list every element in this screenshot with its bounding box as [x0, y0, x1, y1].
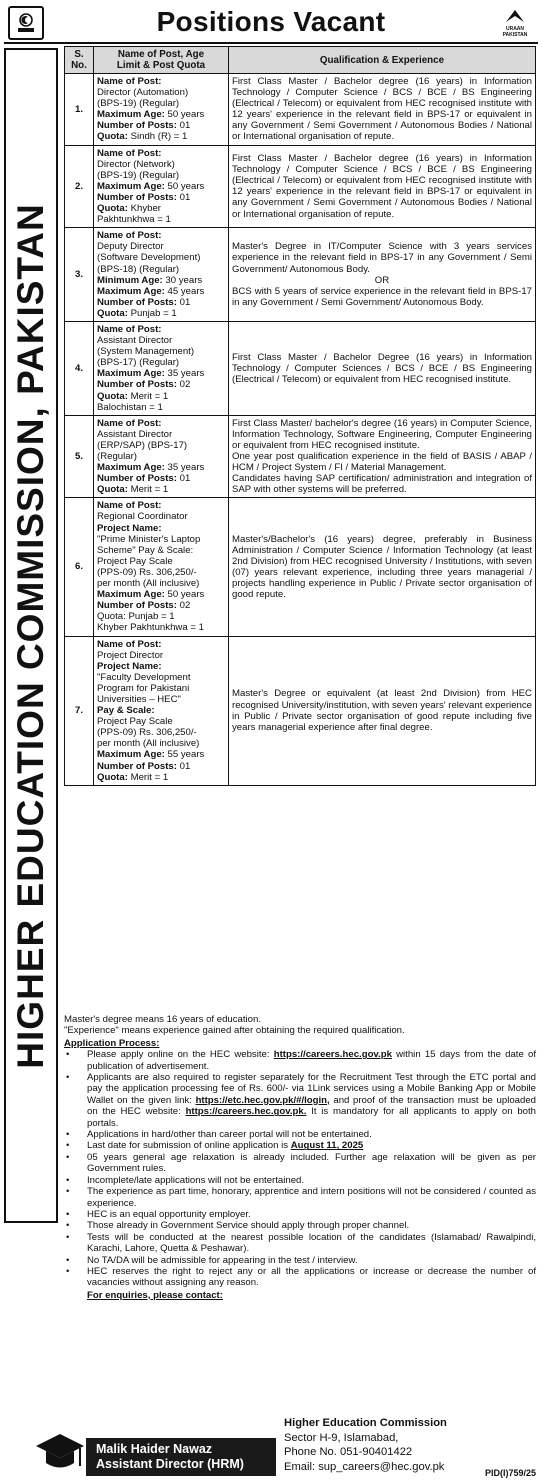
- post-detail-line: [97, 523, 225, 534]
- table-body: [65, 74, 536, 786]
- post-detail-line: [97, 639, 225, 650]
- post-detail-value: 01: [179, 120, 191, 132]
- post-detail-label: Pay & Scale:: [97, 705, 155, 717]
- post-detail-label: Pakhtunkhwa = 1: [97, 214, 171, 226]
- post-detail-label: Number of Posts:: [97, 191, 180, 203]
- post-detail-label: Number of Posts:: [97, 120, 180, 132]
- post-detail-line: [97, 170, 225, 181]
- post-detail-line: [97, 203, 225, 214]
- qualification-paragraph: First Class Master / Bachelor degree (16 years) in Information Technology / Computer Science / BCS / BCE / BS Engineering (Electrical / Telecom) or equivalent from HEC recognised institute with 12 years' experience in the relevant field in BPS-17 or equivalent in any Government / Semi Government / Autonomous Bodies / National or International organisation of repute.: [232, 153, 532, 220]
- application-process-heading: Application Process:: [64, 1037, 160, 1049]
- contact-name: Malik Haider Nawaz: [96, 1442, 213, 1456]
- post-detail-label: Quota:: [97, 307, 131, 319]
- post-detail-line: [97, 181, 225, 192]
- pid-number: PID(I)759/25: [484, 1468, 536, 1478]
- process-item-text: Incomplete/late applications will not be entertained.: [87, 1174, 305, 1186]
- notes-section: [64, 1014, 536, 1301]
- post-detail-line: [97, 297, 225, 308]
- post-detail-line: [97, 545, 225, 556]
- post-detail-line: [97, 672, 225, 683]
- post-detail-line: [97, 761, 225, 772]
- post-detail-label: Regional Coordinator: [97, 511, 188, 523]
- table-row: [65, 228, 536, 322]
- post-details: [94, 74, 229, 146]
- process-item-link[interactable]: https://careers.hec.gov.pk: [273, 1049, 392, 1061]
- post-detail-label: per month (All inclusive): [97, 738, 200, 750]
- qualification-paragraph: Candidates having SAP certification/ administration and integration of SAP with other systems will be preferred.: [232, 473, 532, 496]
- post-detail-label: (Regular): [97, 451, 137, 462]
- post-detail-label: Name of Post:: [97, 638, 162, 650]
- qualification-paragraph: First Class Master / Bachelor degree (16 years) in Information Technology / Computer Science / BCS / BCE / BS Engineering (Electrical / Telecom) or equivalent from HEC recognised institute with 12 years' experience in the relevant field in BPS-17 or equivalent in any Government / Semi Government / Autonomous Bodies / National or International organisation of repute.: [232, 76, 532, 143]
- post-detail-value: 35 years: [167, 368, 205, 380]
- post-detail-line: [97, 335, 225, 346]
- post-detail-line: [97, 192, 225, 203]
- post-detail-line: [97, 500, 225, 511]
- organisation-name-vertical: HIGHER EDUCATION COMMISSION, PAKISTAN: [10, 202, 51, 1069]
- qualification-paragraph: Master's/Bachelor's (16 years) degree, preferably in Business Administration / Computer Science / Information Technology (at least 2nd Division) from HEC recognised University / Institutions, with seven (07) years relevant experience, including three years managerial / projects handling experience in Public / Private sector organisation of good repute.: [232, 533, 532, 601]
- post-detail-label: (PPS-09) Rs. 306,250/-: [97, 566, 197, 578]
- post-detail-label: Name of Post:: [97, 417, 162, 429]
- process-item: [64, 1186, 536, 1209]
- sidebar-banner: [4, 48, 58, 1223]
- row-number: 3.: [65, 228, 94, 322]
- qualification-paragraph: First Class Master / Bachelor Degree (16 years) in Information Technology / Computer Sciences / BCS / BCE / BS Engineering (Electrical / Telecom) or equivalent from HEC recognised institute.: [232, 351, 532, 385]
- application-process-list: [64, 1049, 536, 1289]
- process-item-text: within 15 days from the date of publication of advertisement.: [87, 1049, 536, 1072]
- post-detail-line: [97, 611, 225, 622]
- process-item: [64, 1220, 536, 1231]
- post-detail-value: Punjab = 1: [130, 307, 177, 319]
- header: [4, 4, 538, 44]
- post-detail-line: [97, 772, 225, 783]
- post-detail-line: [97, 241, 225, 252]
- post-detail-label: Khyber Pakhtunkhwa = 1: [97, 622, 204, 634]
- post-detail-label: Quota:: [97, 771, 131, 783]
- post-detail-value: Merit = 1: [130, 484, 169, 496]
- row-number: 5.: [65, 415, 94, 498]
- process-item-text: HEC is an equal opportunity employer.: [87, 1208, 251, 1220]
- post-detail-line: [97, 716, 225, 727]
- post-detail-line: [97, 286, 225, 297]
- contact-address: [284, 1416, 447, 1474]
- table-row: [65, 498, 536, 636]
- process-item-link[interactable]: https://etc.hec.gov.pk/#/login,: [195, 1094, 330, 1106]
- page-title: Positions Vacant: [156, 6, 386, 37]
- post-detail-value: 50 years: [167, 109, 205, 121]
- post-details: [94, 415, 229, 498]
- post-details: [94, 228, 229, 322]
- qualification-experience: [229, 74, 536, 146]
- post-detail-value: 02: [179, 600, 191, 612]
- post-detail-value: Merit = 1: [130, 771, 169, 783]
- address-line: Sector H-9, Islamabad,: [284, 1431, 399, 1444]
- post-detail-label: Maximum Age:: [97, 368, 168, 380]
- post-detail-line: [97, 418, 225, 429]
- post-detail-line: [97, 98, 225, 109]
- post-detail-value: 55 years: [167, 749, 205, 761]
- process-item-text: Tests will be conducted at the nearest possible location of the candidates (Islamabad/ Rawalpindi, Karachi, Lahore, Quetta & Peshawar).: [87, 1231, 536, 1255]
- table-row: [65, 636, 536, 785]
- process-item-text: Those already in Government Service should apply through proper channel.: [87, 1220, 410, 1232]
- post-detail-label: Balochistan = 1: [97, 401, 163, 413]
- row-number: 1.: [65, 74, 94, 146]
- post-detail-line: [97, 749, 225, 760]
- post-detail-label: Project Name:: [97, 660, 162, 672]
- table-row: [65, 145, 536, 228]
- post-detail-line: [97, 429, 225, 440]
- post-detail-line: [97, 264, 225, 275]
- post-detail-line: [97, 534, 225, 545]
- post-detail-label: (ERP/SAP) (BPS-17): [97, 439, 188, 451]
- post-detail-line: [97, 402, 225, 413]
- post-detail-label: Name of Post:: [97, 230, 162, 242]
- post-detail-label: Director (Automation): [97, 87, 189, 99]
- post-detail-label: Maximum Age:: [97, 589, 168, 601]
- post-detail-label: Quota:: [97, 484, 131, 496]
- post-detail-label: (BPS-18) (Regular): [97, 263, 180, 275]
- post-detail-label: Number of Posts:: [97, 600, 180, 612]
- post-detail-label: "Prime Minister's Laptop: [97, 533, 201, 545]
- post-detail-line: [97, 76, 225, 87]
- qualification-paragraph: Master's Degree or equivalent (at least 2nd Division) from HEC recognised University/institution, with seven years' relevant experience in Public / Private sector organisation of good repute including five years managerial experience after final degree.: [232, 688, 532, 733]
- process-item-text: The experience as part time, honorary, apprentice and intern positions will not be considered / counted as experience.: [87, 1186, 536, 1209]
- process-item-text: No TA/DA will be admissible for appearing in the test / interview.: [87, 1254, 358, 1266]
- post-detail-label: Quota:: [97, 611, 129, 623]
- post-detail-label: Quota:: [97, 131, 131, 143]
- post-detail-value: 01: [179, 296, 191, 308]
- process-item-text: and proof of the transaction must be uploaded on the HEC website:: [87, 1094, 536, 1118]
- post-detail-line: [97, 473, 225, 484]
- column-header-qualification: Qualification & Experience: [229, 47, 536, 74]
- process-item: [64, 1255, 536, 1266]
- enquiries-heading: For enquiries, please contact:: [87, 1289, 223, 1301]
- post-detail-label: Quota:: [97, 203, 131, 215]
- post-detail-label: (BPS-17) (Regular): [97, 357, 180, 369]
- qualification-paragraph: One year post qualification experience in the field of BASIS / ABAP / HCM / Project System / FI / Material Management.: [232, 451, 532, 474]
- qualification-experience: [229, 498, 536, 636]
- process-item-text: Last date for submission of online application is: [87, 1140, 291, 1152]
- post-detail-line: [97, 109, 225, 120]
- post-detail-line: [97, 308, 225, 319]
- uraan-pakistan-logo: [496, 6, 534, 40]
- post-detail-label: Project Name:: [97, 522, 162, 534]
- address-email[interactable]: Email: sup_careers@hec.gov.pk: [284, 1460, 445, 1473]
- post-detail-line: [97, 661, 225, 672]
- post-detail-label: Program for Pakistani: [97, 682, 190, 694]
- post-detail-value: 35 years: [167, 462, 205, 474]
- post-detail-value: 50 years: [167, 589, 205, 601]
- post-detail-value: Khyber: [130, 203, 161, 215]
- process-item-link[interactable]: https://careers.hec.gov.pk.: [185, 1106, 307, 1118]
- post-detail-line: [97, 391, 225, 402]
- post-detail-label: Director (Network): [97, 158, 175, 170]
- contact-person-box: [86, 1438, 276, 1476]
- footer: [4, 1416, 538, 1480]
- column-header-post: [94, 47, 229, 74]
- post-detail-value: Punjab = 1: [128, 611, 175, 623]
- post-detail-label: Name of Post:: [97, 500, 162, 512]
- post-detail-line: [97, 252, 225, 263]
- post-detail-line: [97, 368, 225, 379]
- post-detail-label: Project Director: [97, 649, 164, 661]
- process-item-text: Applicants are also required to register separately for the Recruitment Test through the ETC portal and pay the application processing fee of Rs. 600/- via 1Link services using a Mobile Banking App or Mobile Wallet on the given link:: [87, 1072, 536, 1106]
- table-row: [65, 321, 536, 415]
- post-detail-label: Number of Posts:: [97, 760, 180, 772]
- qualification-experience: [229, 415, 536, 498]
- post-detail-label: Assistant Director: [97, 335, 173, 347]
- post-detail-line: [97, 324, 225, 335]
- post-detail-line: [97, 556, 225, 567]
- process-item-text: HEC reserves the right to reject any or all the applications or increase or decrease the number of vacancies without assigning any reason.: [87, 1265, 536, 1289]
- post-detail-value: 45 years: [167, 285, 205, 297]
- process-item-text: 05 years general age relaxation is already included. Further age relaxation will be given as per Government rules.: [87, 1151, 536, 1175]
- post-detail-value: 30 years: [165, 274, 203, 286]
- post-detail-line: [97, 589, 225, 600]
- post-detail-label: Number of Posts:: [97, 296, 180, 308]
- post-detail-line: [97, 440, 225, 451]
- qualification-paragraph: OR: [374, 274, 390, 286]
- post-detail-label: (System Management): [97, 346, 195, 358]
- post-detail-line: [97, 275, 225, 286]
- post-detail-label: Name of Post:: [97, 323, 162, 335]
- graduation-cap-icon: [34, 1432, 86, 1476]
- post-detail-line: [97, 567, 225, 578]
- post-detail-line: [97, 87, 225, 98]
- process-item: [64, 1175, 536, 1186]
- process-item: [64, 1209, 536, 1220]
- post-detail-label: per month (All inclusive): [97, 578, 200, 590]
- post-detail-label: (PPS-09) Rs. 306,250/-: [97, 727, 197, 739]
- post-detail-label: Number of Posts:: [97, 473, 180, 485]
- post-detail-line: [97, 462, 225, 473]
- post-detail-line: [97, 511, 225, 522]
- qualification-experience: [229, 636, 536, 785]
- post-detail-line: [97, 451, 225, 462]
- note-masters-definition: Master's degree means 16 years of education.: [64, 1014, 262, 1025]
- process-item-text: Applications in hard/other than career portal will not be entertained.: [87, 1129, 372, 1141]
- post-detail-label: Maximum Age:: [97, 285, 168, 297]
- qualification-paragraph: First Class Master/ bachelor's degree (16 years) in Computer Science, Information Technology, Software Engineering, Computer Engineering or equivalent from HEC recognised institute.: [232, 417, 532, 451]
- post-detail-value: Merit = 1: [130, 390, 169, 402]
- last-date: August 11, 2025: [290, 1140, 364, 1152]
- post-detail-line: [97, 159, 225, 170]
- post-detail-line: [97, 705, 225, 716]
- post-detail-line: [97, 694, 225, 705]
- post-detail-line: [97, 650, 225, 661]
- process-item-text: It is mandatory for all applicants to apply on both portals.: [87, 1106, 537, 1129]
- post-detail-label: "Faculty Development: [97, 671, 191, 683]
- uraan-logo-text: URAAN PAKISTAN: [502, 26, 528, 38]
- post-detail-line: [97, 148, 225, 159]
- positions-table: [64, 46, 536, 786]
- post-detail-line: [97, 683, 225, 694]
- post-detail-value: 01: [179, 473, 191, 485]
- process-item: [64, 1049, 536, 1072]
- post-detail-value: 01: [179, 191, 191, 203]
- table-header-row: [65, 47, 536, 74]
- qualification-experience: [229, 145, 536, 228]
- contact-title: Assistant Director (HRM): [96, 1457, 244, 1471]
- post-detail-label: Scheme" Pay & Scale:: [97, 544, 194, 556]
- table-row: [65, 415, 536, 498]
- post-detail-label: Deputy Director: [97, 241, 164, 253]
- post-detail-line: [97, 578, 225, 589]
- qualification-paragraph: Master's Degree in IT/Computer Science with 3 years services experience in the relevant field in BPS-17 in any Government / Semi Government/ Autonomous Body.: [232, 241, 532, 275]
- post-details: [94, 321, 229, 415]
- uraan-bird-icon: [504, 6, 526, 24]
- qualification-experience: [229, 228, 536, 322]
- post-detail-line: [97, 738, 225, 749]
- column-header-sno: [65, 47, 94, 74]
- post-detail-label: Project Pay Scale: [97, 555, 173, 567]
- process-item: [64, 1072, 536, 1129]
- process-item: [64, 1152, 536, 1175]
- post-details: [94, 636, 229, 785]
- post-detail-line: [97, 131, 225, 142]
- post-detail-line: [97, 622, 225, 633]
- post-detail-line: [97, 600, 225, 611]
- post-detail-label: Name of Post:: [97, 147, 162, 159]
- address-phone: Phone No. 051-90401422: [284, 1446, 413, 1458]
- post-detail-value: 02: [179, 379, 191, 391]
- sno-header-line: S.: [74, 49, 84, 60]
- post-detail-label: Maximum Age:: [97, 462, 168, 474]
- post-detail-line: [97, 379, 225, 390]
- row-number: 6.: [65, 498, 94, 636]
- post-detail-label: Project Pay Scale: [97, 716, 173, 728]
- post-detail-label: (BPS-19) (Regular): [97, 98, 180, 110]
- post-detail-line: [97, 120, 225, 131]
- post-detail-label: Maximum Age:: [97, 180, 168, 192]
- post-detail-label: Maximum Age:: [97, 749, 168, 761]
- row-number: 2.: [65, 145, 94, 228]
- post-detail-label: Number of Posts:: [97, 379, 180, 391]
- post-details: [94, 145, 229, 228]
- post-detail-label: Name of Post:: [97, 76, 162, 87]
- post-detail-line: [97, 230, 225, 241]
- post-detail-value: Sindh (R) = 1: [130, 131, 188, 143]
- post-detail-label: Minimum Age:: [97, 274, 166, 286]
- qualification-paragraph: BCS with 5 years of service experience in the relevant field in BPS-17 in any Government / Semi Government/ Autonomous Body.: [232, 285, 532, 308]
- row-number: 7.: [65, 636, 94, 785]
- post-detail-line: [97, 357, 225, 368]
- row-number: 4.: [65, 321, 94, 415]
- post-header-line: Name of Post, Age: [117, 49, 205, 60]
- note-experience-definition: "Experience" means experience gained after obtaining the required qualification.: [64, 1025, 405, 1037]
- post-detail-line: [97, 484, 225, 495]
- process-item: [64, 1140, 536, 1151]
- post-detail-label: Maximum Age:: [97, 109, 168, 121]
- post-detail-value: 50 years: [167, 180, 205, 192]
- process-item: [64, 1129, 536, 1140]
- table-row: [65, 74, 536, 146]
- process-item-text: Please apply online on the HEC website:: [87, 1049, 274, 1061]
- sno-header-line: No.: [71, 60, 87, 71]
- post-detail-label: (Software Development): [97, 252, 201, 264]
- process-item: [64, 1232, 536, 1255]
- post-detail-line: [97, 346, 225, 357]
- post-detail-line: [97, 727, 225, 738]
- post-detail-value: 01: [179, 760, 191, 772]
- post-detail-line: [97, 214, 225, 225]
- qualification-experience: [229, 321, 536, 415]
- address-organisation: Higher Education Commission: [284, 1417, 447, 1429]
- post-details: [94, 498, 229, 636]
- post-detail-label: (BPS-19) (Regular): [97, 169, 180, 181]
- post-header-line: Limit & Post Quota: [116, 60, 206, 71]
- post-detail-label: Universities – HEC": [97, 693, 181, 705]
- post-detail-label: Quota:: [97, 390, 131, 402]
- post-detail-label: Assistant Director: [97, 428, 173, 440]
- process-item: [64, 1266, 536, 1289]
